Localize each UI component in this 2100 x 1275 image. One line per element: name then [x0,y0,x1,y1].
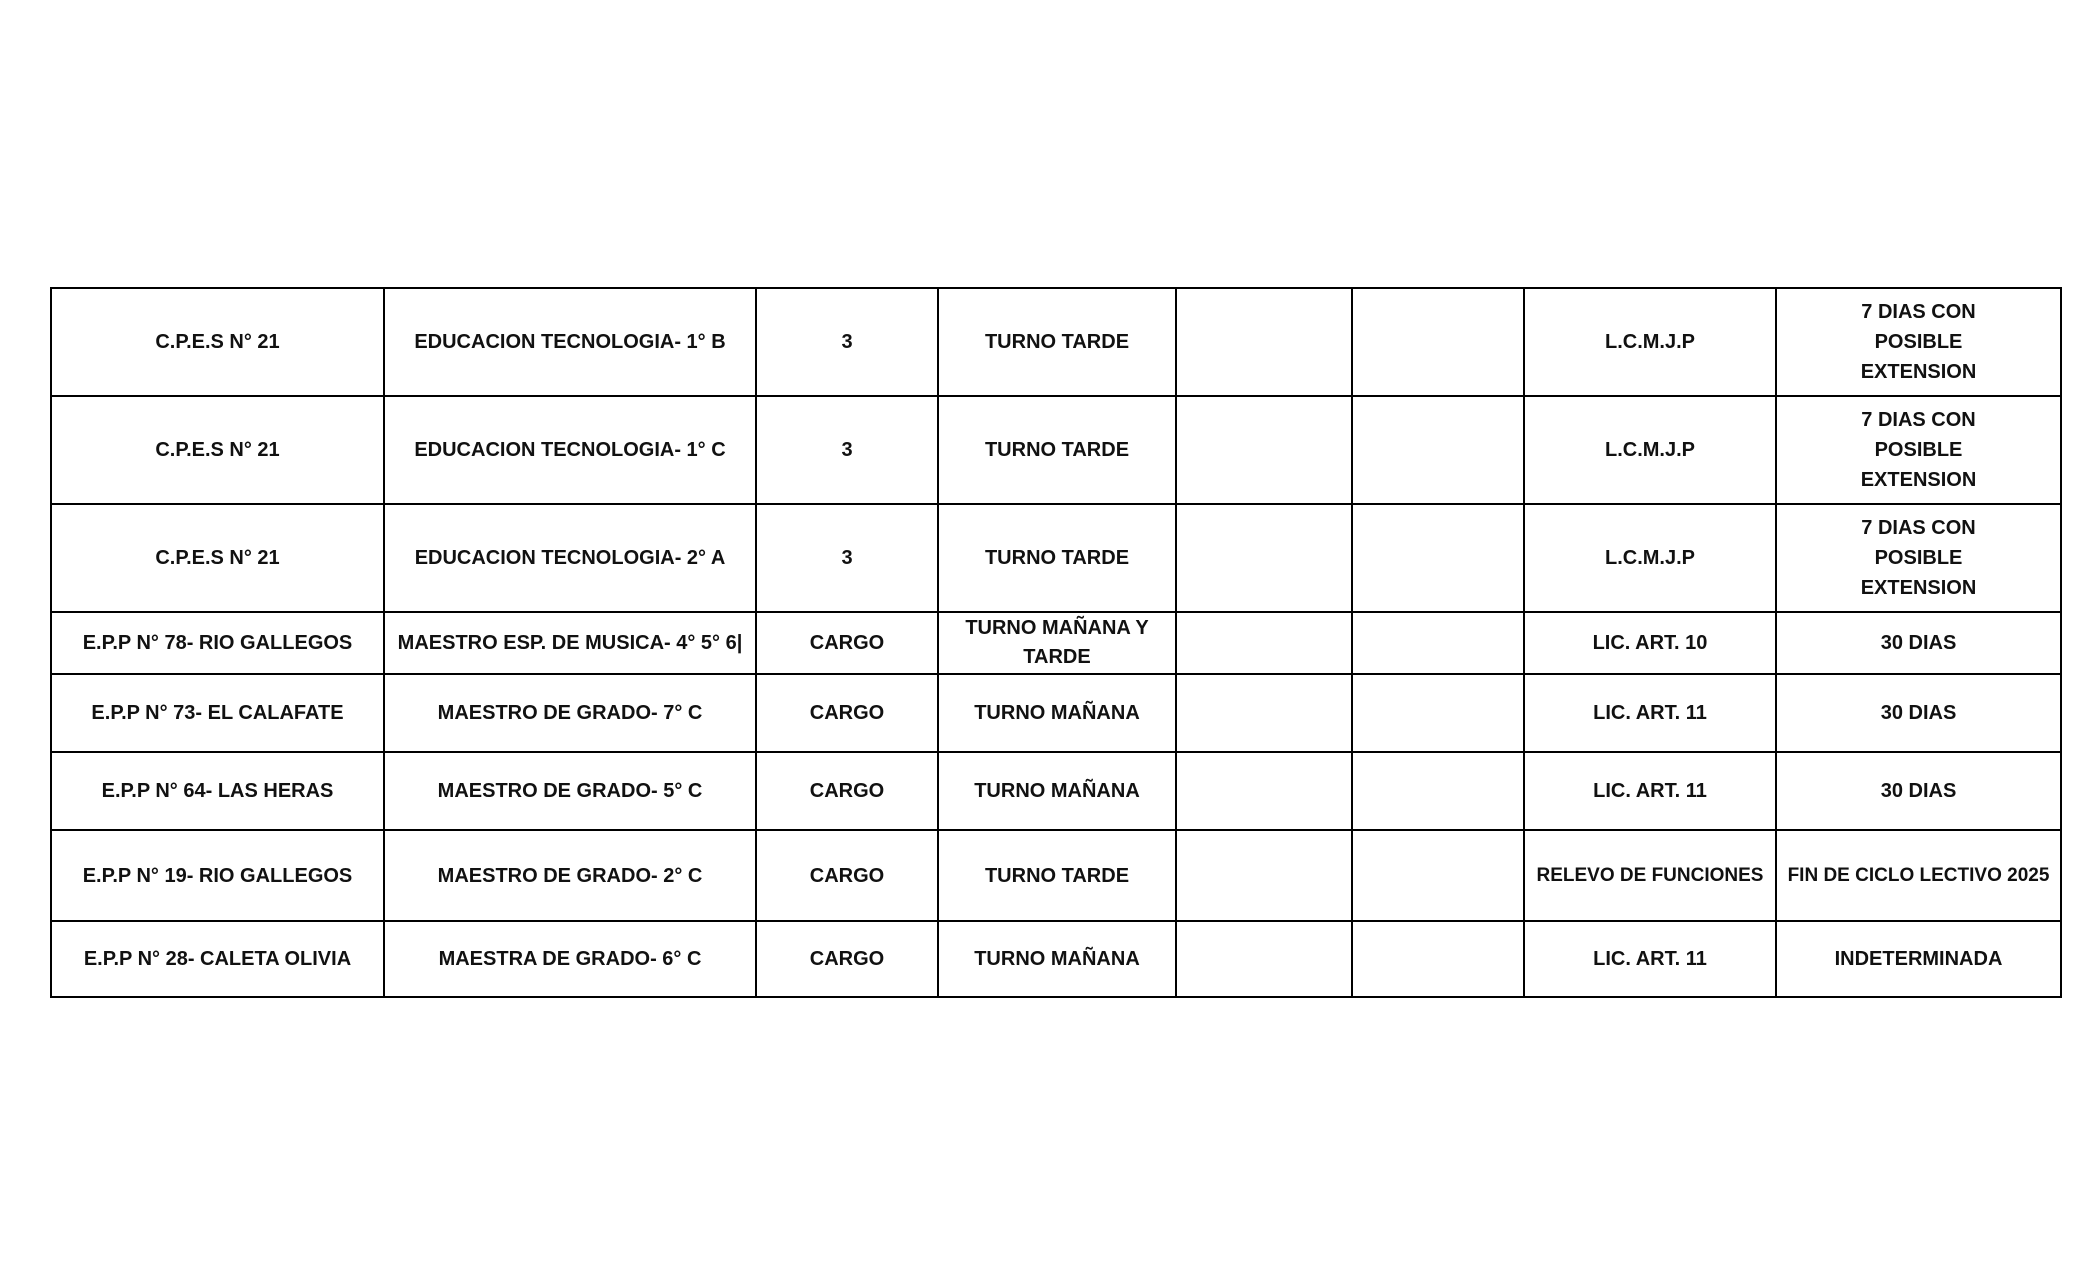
school-cell: E.P.P N° 19- RIO GALLEGOS [51,830,384,921]
reason-cell: L.C.M.J.P [1524,396,1776,504]
hours-cell: CARGO [756,612,938,674]
shift-cell: TURNO MAÑANA [938,921,1176,997]
empty-cell [1176,504,1352,612]
reason-cell: L.C.M.J.P [1524,288,1776,396]
school-cell: C.P.E.S N° 21 [51,288,384,396]
empty-cell [1176,921,1352,997]
position-cell: MAESTRA DE GRADO- 6° C [384,921,756,997]
hours-cell: 3 [756,504,938,612]
duration-cell: 7 DIAS CON POSIBLE EXTENSION [1776,504,2061,612]
empty-cell [1352,830,1524,921]
position-cell: MAESTRO DE GRADO- 5° C [384,752,756,830]
shift-cell: TURNO MAÑANA [938,752,1176,830]
empty-cell [1352,674,1524,752]
school-cell: E.P.P N° 64- LAS HERAS [51,752,384,830]
vacancy-table-sheet [50,287,2060,998]
empty-cell [1176,674,1352,752]
empty-cell [1352,752,1524,830]
reason-cell: LIC. ART. 11 [1524,752,1776,830]
empty-cell [1176,396,1352,504]
empty-cell [1176,752,1352,830]
duration-cell: FIN DE CICLO LECTIVO 2025 [1776,830,2061,921]
reason-cell: LIC. ART. 11 [1524,674,1776,752]
hours-cell: 3 [756,396,938,504]
position-cell: EDUCACION TECNOLOGIA- 2° A [384,504,756,612]
duration-cell: 7 DIAS CON POSIBLE EXTENSION [1776,396,2061,504]
table-row [51,612,2061,674]
school-cell: E.P.P N° 28- CALETA OLIVIA [51,921,384,997]
shift-cell: TURNO TARDE [938,396,1176,504]
empty-cell [1352,612,1524,674]
empty-cell [1352,288,1524,396]
duration-cell: INDETERMINADA [1776,921,2061,997]
vacancy-table [50,287,2062,998]
reason-cell: LIC. ART. 10 [1524,612,1776,674]
table-row [51,674,2061,752]
table-row [51,396,2061,504]
school-cell: C.P.E.S N° 21 [51,396,384,504]
hours-cell: CARGO [756,674,938,752]
reason-cell: L.C.M.J.P [1524,504,1776,612]
hours-cell: CARGO [756,830,938,921]
empty-cell [1176,830,1352,921]
empty-cell [1352,396,1524,504]
school-cell: E.P.P N° 78- RIO GALLEGOS [51,612,384,674]
position-cell: MAESTRO DE GRADO- 2° C [384,830,756,921]
position-cell: EDUCACION TECNOLOGIA- 1° B [384,288,756,396]
table-row [51,288,2061,396]
duration-cell: 7 DIAS CON POSIBLE EXTENSION [1776,288,2061,396]
empty-cell [1352,921,1524,997]
hours-cell: CARGO [756,752,938,830]
shift-cell: TURNO TARDE [938,504,1176,612]
reason-cell: RELEVO DE FUNCIONES [1524,830,1776,921]
school-cell: E.P.P N° 73- EL CALAFATE [51,674,384,752]
shift-cell: TURNO TARDE [938,288,1176,396]
position-cell: MAESTRO DE GRADO- 7° C [384,674,756,752]
duration-cell: 30 DIAS [1776,612,2061,674]
position-cell: MAESTRO ESP. DE MUSICA- 4° 5° 6| [384,612,756,674]
duration-cell: 30 DIAS [1776,752,2061,830]
shift-cell: TURNO MAÑANA [938,674,1176,752]
empty-cell [1176,612,1352,674]
table-row [51,921,2061,997]
table-row [51,830,2061,921]
position-cell: EDUCACION TECNOLOGIA- 1° C [384,396,756,504]
duration-cell: 30 DIAS [1776,674,2061,752]
reason-cell: LIC. ART. 11 [1524,921,1776,997]
table-row [51,752,2061,830]
hours-cell: 3 [756,288,938,396]
empty-cell [1176,288,1352,396]
shift-cell: TURNO TARDE [938,830,1176,921]
hours-cell: CARGO [756,921,938,997]
empty-cell [1352,504,1524,612]
shift-cell: TURNO MAÑANA Y TARDE [938,612,1176,674]
school-cell: C.P.E.S N° 21 [51,504,384,612]
table-row [51,504,2061,612]
